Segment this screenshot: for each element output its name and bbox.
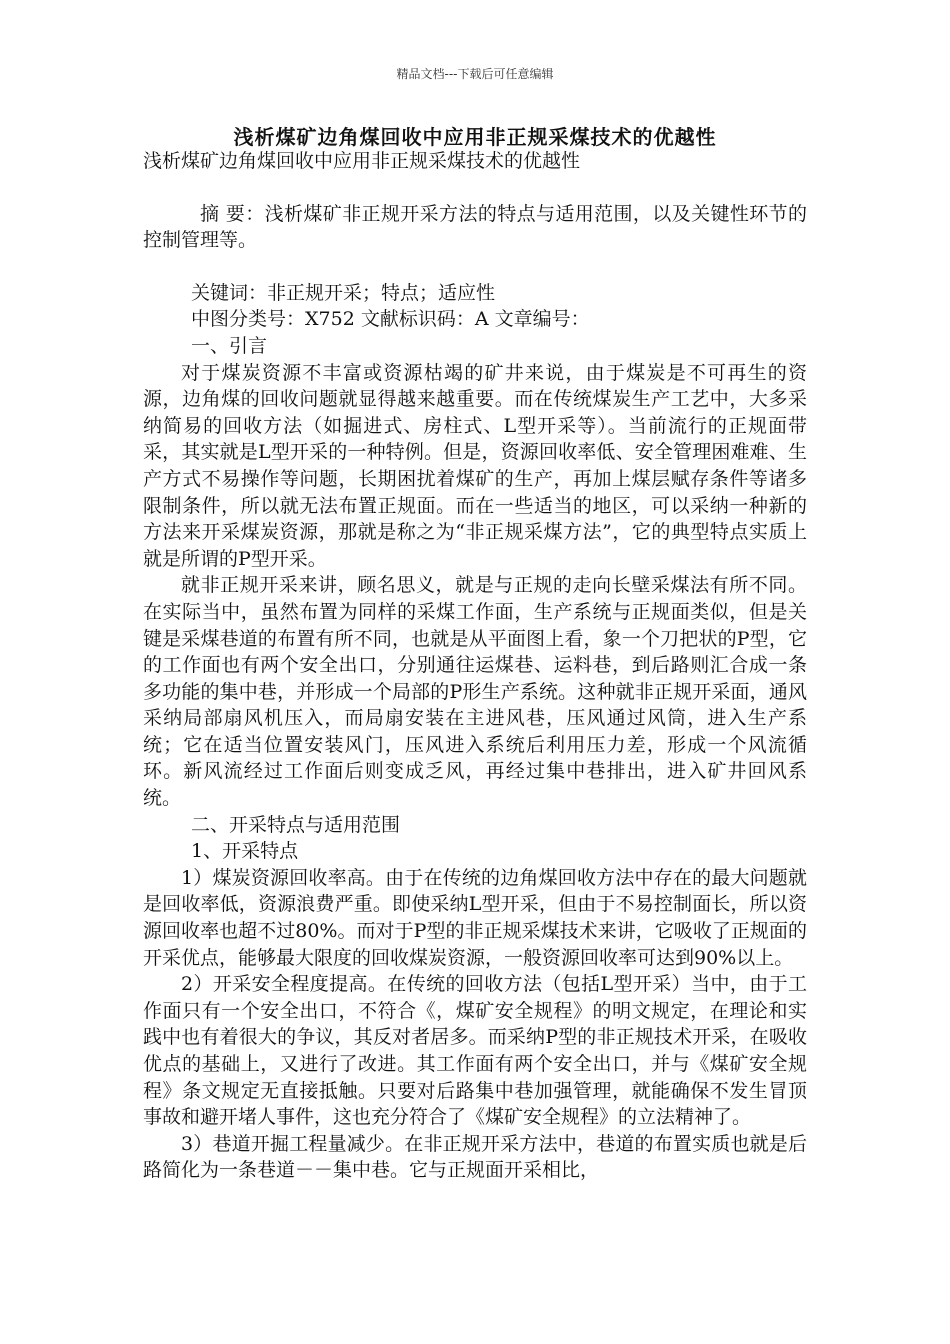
section-heading-introduction: 一、引言 [191,334,268,357]
abstract-paragraph: 摘 要：浅析煤矿非正规开采方法的特点与适用范围，以及关键性环节的控制管理等。 [143,202,807,252]
header-note: 精品文档---下载后可任意编辑 [396,67,554,81]
body-paragraph: 就非正规开采来讲，顾名思义，就是与正规的走向长壁采煤法有所不同。在实际当中，虽然布置为同样的采煤工作面，生产系统与正规面类似，但是关键是采煤巷道的布置有所不同，也就是从平面图上看，象一个刀把状的P型，它的工作面也有两个安全出口，分别通往运煤巷、运料巷，到后路则汇合成一条多功能的集中巷，并形成一个局部的P形生产系统。这种就非正规开采面，通风采纳局部扇风机压入，而局扇安装在主进风巷，压风通过风筒，进入生产系统；它在适当位置安装风门，压风进入系统后利用压力差，形成一个风流循环。新风流经过工作面后则变成乏风，再经过集中巷排出，进入矿井回风系统。 [143,574,807,810]
keywords-line: 关键词：非正规开采；特点；适应性 [191,281,496,304]
section-heading-features: 二、开采特点与适用范围 [191,813,401,836]
document-body [143,148,807,1184]
list-item-paragraph: 3）巷道开掘工程量减少。在非正规开采方法中，巷道的布置实质也就是后路简化为一条巷道－－集中巷。它与正规面开采相比， [143,1132,807,1182]
document-subtitle: 浅析煤矿边角煤回收中应用非正规采煤技术的优越性 [143,150,581,172]
list-item-paragraph: 1）煤炭资源回收率高。由于在传统的边角煤回收方法中存在的最大问题就是回收率低，资源浪费严重。即使采纳L型开采，但由于不易控制面长，所以资源回收率也超不过80%。而对于P型的非正规采煤技术来讲，它吸收了正规面的开采优点，能够最大限度的回收煤炭资源，一般资源回收率可达到90%以上。 [143,866,807,969]
spacer [143,254,807,280]
classification-line: 中图分类号：X752 文献标识码：A 文章编号： [191,308,590,331]
body-paragraph: 对于煤炭资源不丰富或资源枯竭的矿井来说，由于煤炭是不可再生的资源，边角煤的回收问题就显得越来越重要。而在传统煤炭生产工艺中，大多采纳简易的回收方法（如掘进式、房柱式、L型开采等）。当前流行的正规面带采，其实就是L型开采的一种特例。但是，资源回收率低、安全管理困难难、生产方式不易操作等问题，长期困扰着煤矿的生产，再加上煤层赋存条件等诸多限制条件，所以就无法布置正规面。而在一些适当的地区，可以采纳一种新的方法来开采煤炭资源，那就是称之为“非正规采煤方法”，它的典型特点实质上就是所谓的P型开采。 [143,361,807,570]
document-title: 浅析煤矿边角煤回收中应用非正规采煤技术的优越性 [233,125,717,149]
subsection-heading: 1、开采特点 [191,840,299,863]
spacer [143,175,807,201]
list-item-paragraph: 2）开采安全程度提高。在传统的回收方法（包括L型开采）当中，由于工作面只有一个安全出口，不符合《，煤矿安全规程》的明文规定，在理论和实践中也有着很大的争议，其反对者居多。而采纳P型的非正规技术开采，在吸收优点的基础上，又进行了改进。其工作面有两个安全出口，并与《煤矿安全规程》条文规定无直接抵触。只要对后路集中巷加强管理，就能确保不发生冒顶事故和避开堵人事件，这也充分符合了《煤矿安全规程》的立法精神了。 [143,973,807,1129]
